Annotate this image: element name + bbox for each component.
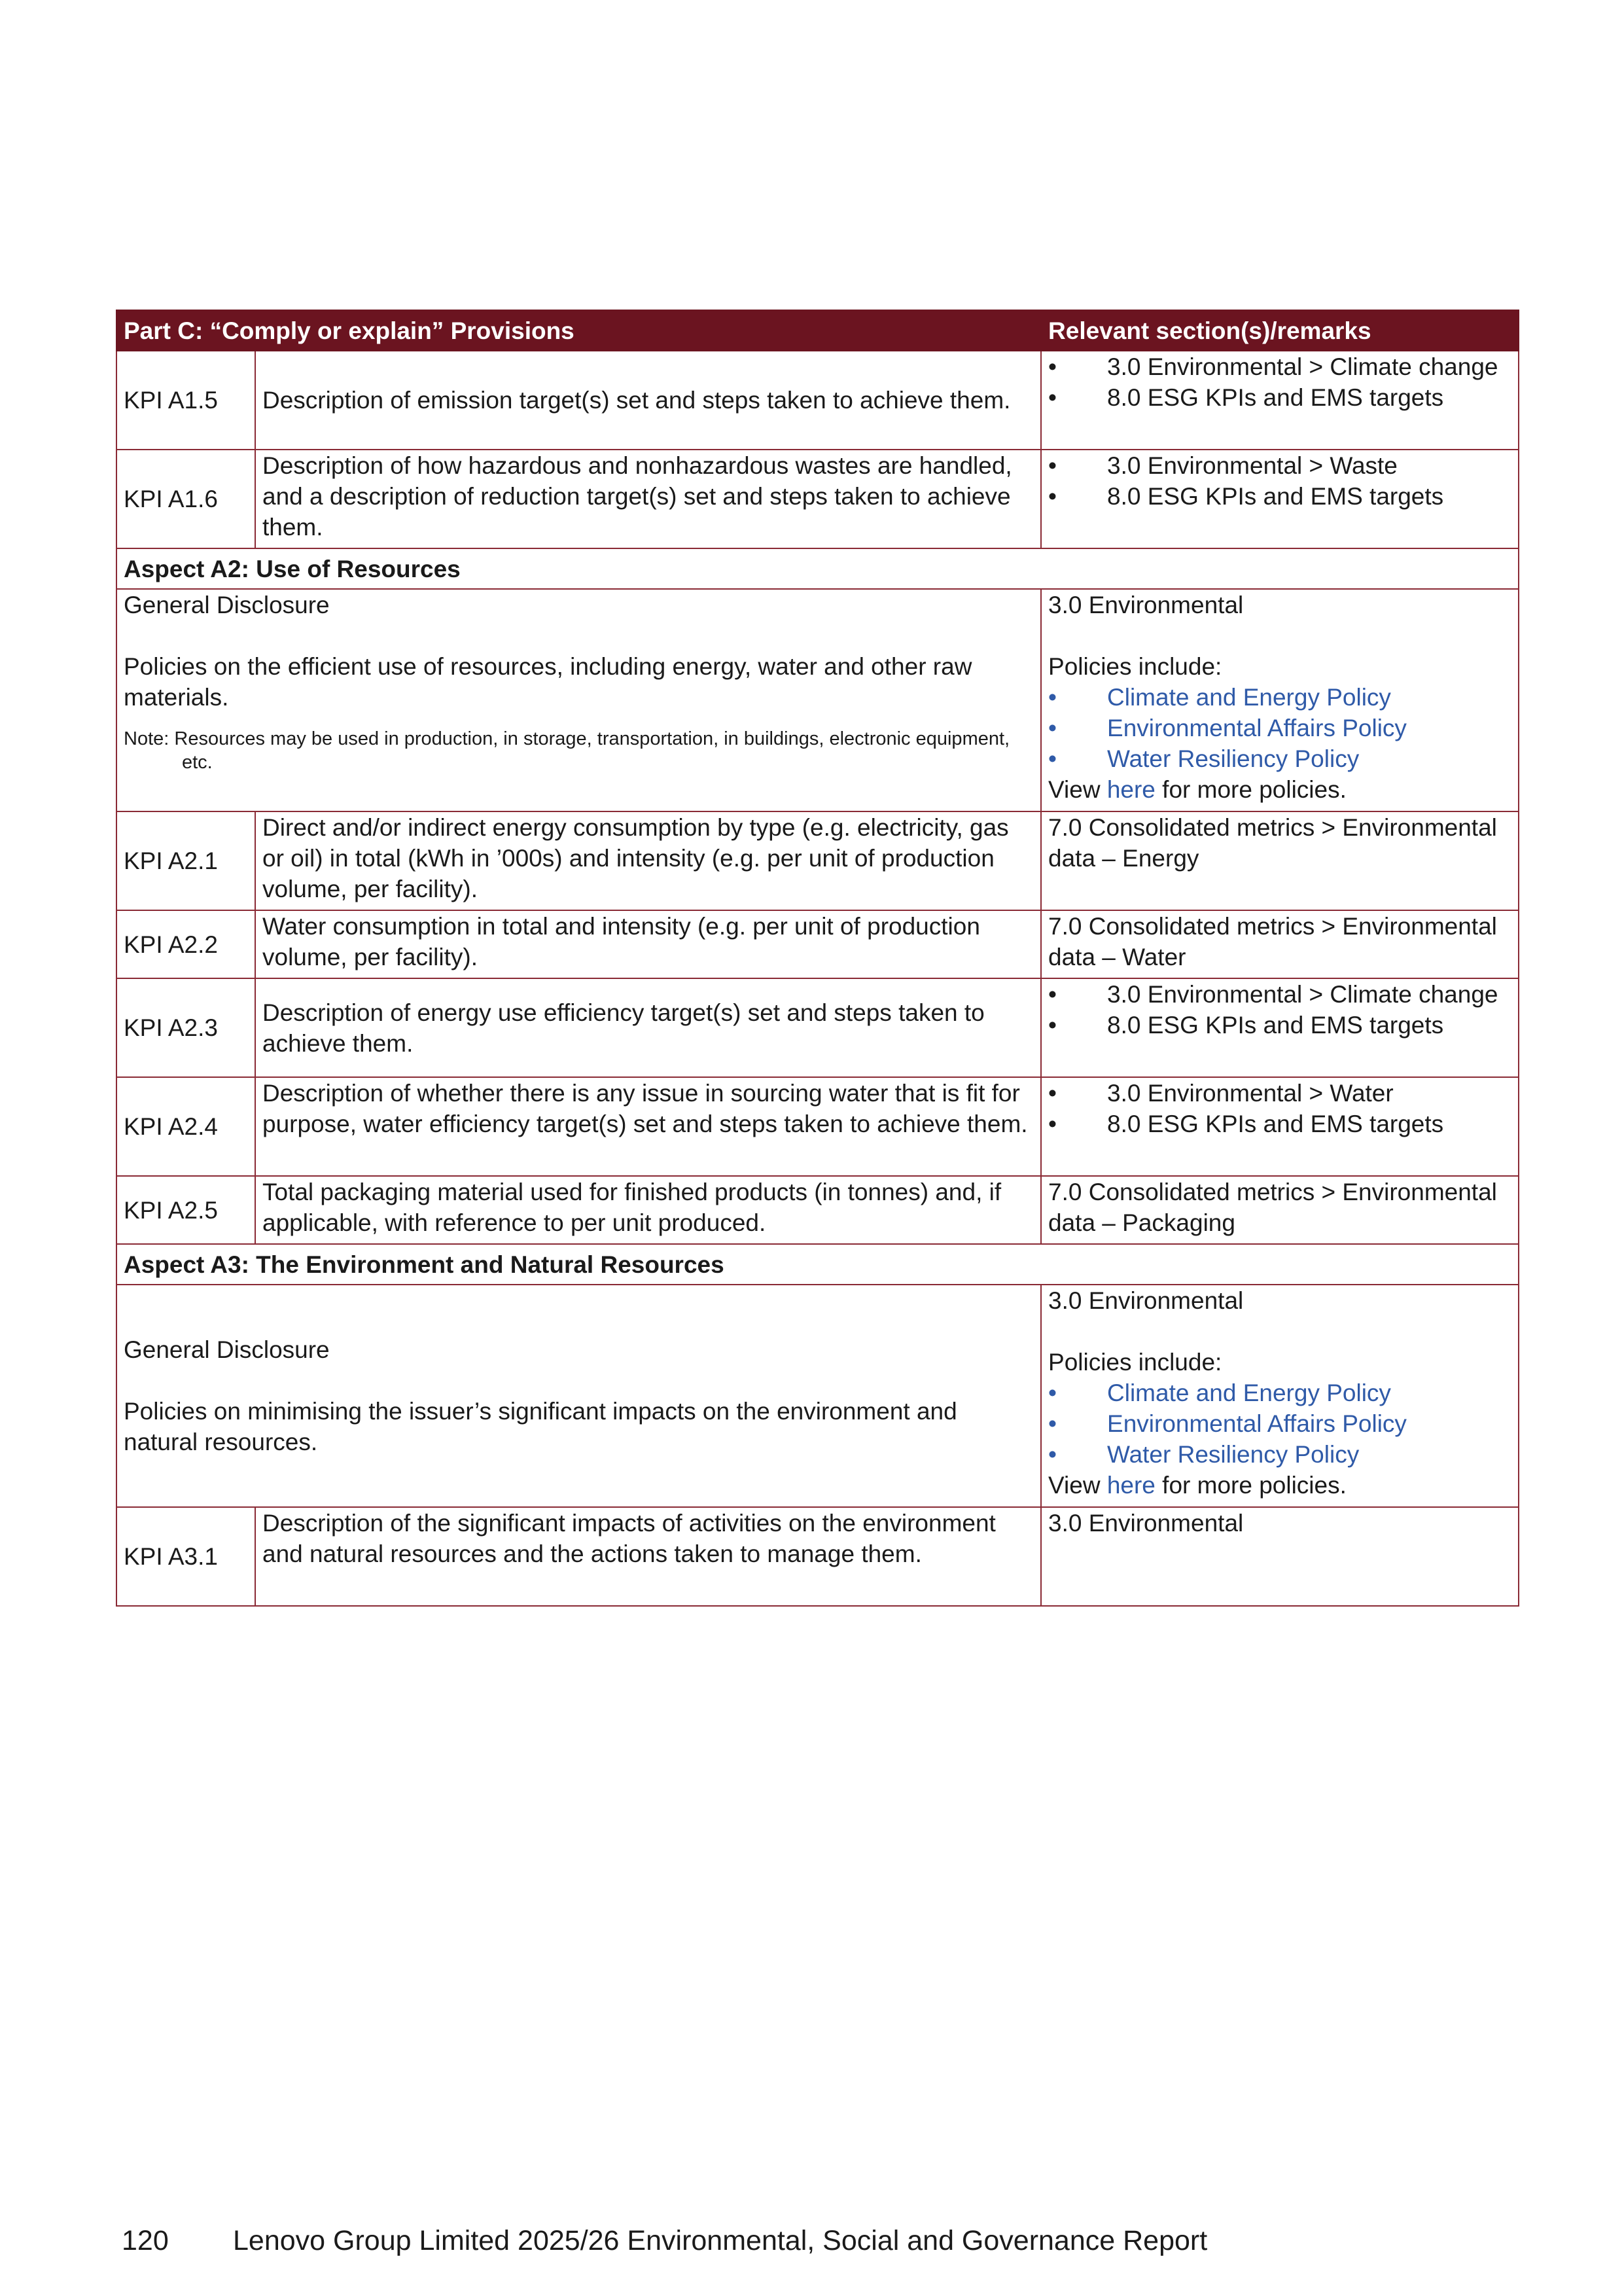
remarks-heading: 3.0 Environmental [1048, 1287, 1244, 1314]
general-disclosure-text: Policies on the efficient use of resources, including energy, water and other raw materials. [124, 653, 972, 711]
kpi-description: Water consumption in total and intensity (e.g. per unit of production volume, per facility). [255, 910, 1041, 978]
policies-intro: Policies include: [1048, 653, 1222, 680]
kpi-code: KPI A2.3 [116, 978, 255, 1077]
table-row [116, 351, 1519, 450]
policies-list [1048, 682, 1511, 774]
remarks-list [1048, 979, 1511, 1041]
remarks-item: • 3.0 Environmental > Water [1048, 1078, 1511, 1109]
kpi-remarks: 7.0 Consolidated metrics > Environmental data – Energy [1041, 811, 1519, 910]
page-number: 120 [122, 2225, 169, 2256]
remarks-item: • 3.0 Environmental > Climate change [1048, 979, 1511, 1010]
more-policies-line [1048, 774, 1511, 805]
report-title: Lenovo Group Limited 2025/26 Environmental, Social and Governance Report [233, 2225, 1208, 2256]
header-provisions: Part C: “Comply or explain” Provisions [116, 310, 1041, 351]
kpi-remarks [1041, 351, 1519, 450]
remarks-item: • 3.0 Environmental > Climate change [1048, 351, 1511, 382]
policy-link-environmental-affairs[interactable]: • Environmental Affairs Policy [1048, 713, 1511, 743]
more-policies-line [1048, 1470, 1511, 1501]
kpi-code: KPI A2.4 [116, 1077, 255, 1176]
general-disclosure-remarks [1041, 589, 1519, 811]
policies-intro: Policies include: [1048, 1349, 1222, 1376]
policy-link-climate-energy[interactable]: • Climate and Energy Policy [1048, 682, 1511, 713]
kpi-code: KPI A2.1 [116, 811, 255, 910]
policy-link-water-resiliency[interactable]: • Water Resiliency Policy [1048, 1439, 1511, 1470]
policy-link-water-resiliency[interactable]: • Water Resiliency Policy [1048, 743, 1511, 774]
aspect-row [116, 548, 1519, 589]
remarks-item: • 3.0 Environmental > Waste [1048, 450, 1511, 481]
general-disclosure-note: Note: Resources may be used in production, in storage, transportation, in buildings, electronic equipment, etc. [124, 728, 1010, 773]
page-footer [122, 2224, 1207, 2258]
policy-link-environmental-affairs[interactable]: • Environmental Affairs Policy [1048, 1408, 1511, 1439]
kpi-code: KPI A3.1 [116, 1507, 255, 1606]
policies-list [1048, 1378, 1511, 1470]
kpi-code: KPI A1.6 [116, 450, 255, 548]
general-disclosure-text: Policies on minimising the issuer’s significant impacts on the environment and natural resources. [124, 1398, 957, 1455]
general-disclosure-title: General Disclosure [124, 592, 330, 618]
table-row [116, 811, 1519, 910]
aspect-title: Aspect A2: Use of Resources [116, 548, 1519, 589]
general-disclosure [116, 1285, 1041, 1507]
general-disclosure-row [116, 589, 1519, 811]
general-disclosure-remarks [1041, 1285, 1519, 1507]
kpi-remarks [1041, 450, 1519, 548]
remarks-item: • 8.0 ESG KPIs and EMS targets [1048, 382, 1511, 413]
kpi-description: Description of how hazardous and nonhazardous wastes are handled, and a description of reduction target(s) set and steps taken to achieve them. [255, 450, 1041, 548]
general-disclosure-title: General Disclosure [124, 1336, 330, 1363]
more-policies-prefix: View [1048, 1472, 1107, 1499]
table-row [116, 1077, 1519, 1176]
table-row [116, 1507, 1519, 1606]
kpi-description: Direct and/or indirect energy consumption by type (e.g. electricity, gas or oil) in total (kWh in ’000s) and intensity (e.g. per unit of production volume, per facility). [255, 811, 1041, 910]
more-policies-suffix: for more policies. [1155, 776, 1347, 803]
table-row [116, 978, 1519, 1077]
kpi-description: Description of whether there is any issue in sourcing water that is fit for purpose, water efficiency target(s) set and steps taken to achieve them. [255, 1077, 1041, 1176]
kpi-remarks: 7.0 Consolidated metrics > Environmental data – Water [1041, 910, 1519, 978]
kpi-remarks [1041, 1077, 1519, 1176]
more-policies-prefix: View [1048, 776, 1107, 803]
more-policies-link[interactable]: here [1106, 776, 1156, 803]
kpi-code: KPI A2.5 [116, 1176, 255, 1244]
table-row [116, 450, 1519, 548]
kpi-remarks: 3.0 Environmental [1041, 1507, 1519, 1606]
aspect-title: Aspect A3: The Environment and Natural Resources [116, 1244, 1519, 1285]
kpi-remarks: 7.0 Consolidated metrics > Environmental data – Packaging [1041, 1176, 1519, 1244]
kpi-description: Description of emission target(s) set and steps taken to achieve them. [255, 351, 1041, 450]
remarks-heading: 3.0 Environmental [1048, 592, 1244, 618]
remarks-list [1048, 351, 1511, 413]
kpi-code: KPI A2.2 [116, 910, 255, 978]
remarks-list [1048, 1078, 1511, 1139]
remarks-item: • 8.0 ESG KPIs and EMS targets [1048, 1010, 1511, 1041]
header-remarks: Relevant section(s)/remarks [1041, 310, 1519, 351]
table-row [116, 910, 1519, 978]
kpi-description: Description of energy use efficiency target(s) set and steps taken to achieve them. [255, 978, 1041, 1077]
general-disclosure [116, 589, 1041, 811]
table-header-row [116, 310, 1519, 351]
remarks-item: • 8.0 ESG KPIs and EMS targets [1048, 1109, 1511, 1139]
remarks-list [1048, 450, 1511, 512]
kpi-code: KPI A1.5 [116, 351, 255, 450]
more-policies-link[interactable]: here [1106, 1472, 1156, 1499]
kpi-remarks [1041, 978, 1519, 1077]
aspect-row [116, 1244, 1519, 1285]
more-policies-suffix: for more policies. [1155, 1472, 1347, 1499]
table-row [116, 1176, 1519, 1244]
kpi-description: Description of the significant impacts of activities on the environment and natural resources and the actions taken to manage them. [255, 1507, 1041, 1606]
kpi-description: Total packaging material used for finished products (in tonnes) and, if applicable, with reference to per unit produced. [255, 1176, 1041, 1244]
general-disclosure-row [116, 1285, 1519, 1507]
policy-link-climate-energy[interactable]: • Climate and Energy Policy [1048, 1378, 1511, 1408]
disclosure-table [116, 310, 1519, 1607]
remarks-item: • 8.0 ESG KPIs and EMS targets [1048, 481, 1511, 512]
